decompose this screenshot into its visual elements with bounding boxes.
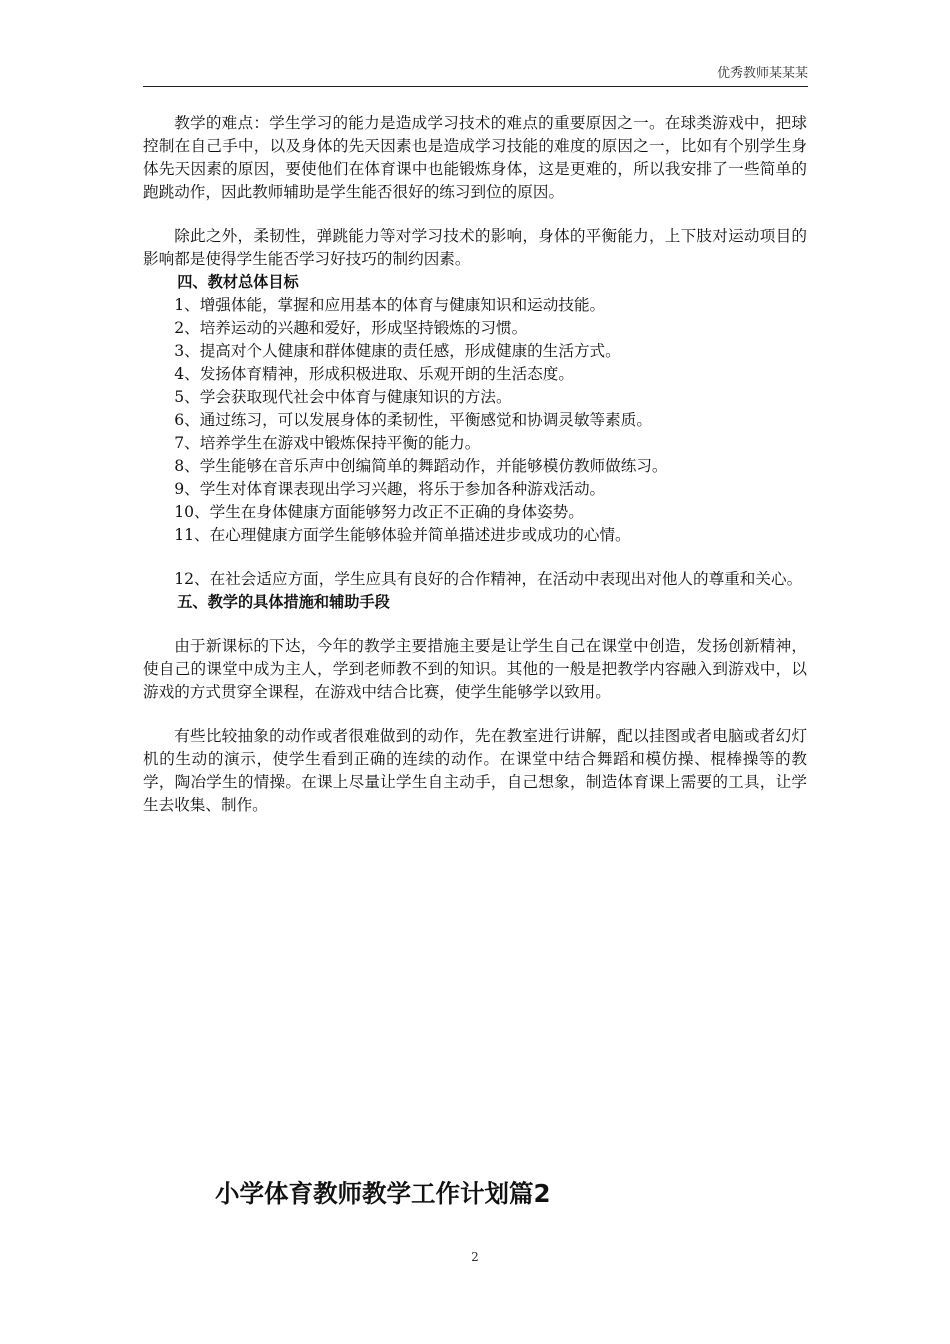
goal-item-10: 10、学生在身体健康方面能够努力改正不正确的身体姿势。 [174,503,584,521]
section-heading-measures: 五、教学的具体措施和辅助手段 [177,593,390,611]
paragraph-measures-1: 由于新课标的下达，今年的教学主要措施主要是让学生自己在课堂中创造，发扬创新精神，使自己的课堂中成为主人，学到老师教不到的知识。其他的一般是把教学内容融入到游戏中，以游戏的方式贯穿全课程，在游戏中结合比赛，使学生能够学以致用。 [143,637,807,701]
page-number: 2 [471,1250,479,1264]
page-header [143,64,808,87]
goal-item-12: 12、在社会适应方面，学生应具有良好的合作精神，在活动中表现出对他人的尊重和关心。 [174,570,803,588]
goal-item-1: 1、增强体能，掌握和应用基本的体育与健康知识和运动技能。 [174,296,606,314]
document-body [143,112,807,817]
goal-item-8: 8、学生能够在音乐声中创编简单的舞蹈动作，并能够模仿教师做练习。 [174,457,668,475]
header-author: 优秀教师某某某 [716,66,808,81]
goal-item-7: 7、培养学生在游戏中锻炼保持平衡的能力。 [174,434,481,452]
paragraph-factors: 除此之外，柔韧性，弹跳能力等对学习技术的影响，身体的平衡能力，上下肢对运动项目的影响都是使得学生能否学习好技巧的制约因素。 [143,227,807,268]
section-title: 小学体育教师教学工作计划篇2 [215,1179,551,1208]
goal-item-6: 6、通过练习，可以发展身体的柔韧性，平衡感觉和协调灵敏等素质。 [174,411,652,429]
paragraph-measures-2: 有些比较抽象的动作或者很难做到的动作，先在教室进行讲解，配以挂图或者电脑或者幻灯机的生动的演示，使学生看到正确的连续的动作。在课堂中结合舞蹈和模仿操、棍棒操等的教学，陶冶学生的情操。在课上尽量让学生自主动手，自己想象，制造体育课上需要的工具，让学生去收集、制作。 [143,727,807,814]
goal-item-4: 4、发扬体育精神，形成积极进取、乐观开朗的生活态度。 [174,365,574,383]
goal-item-5: 5、学会获取现代社会中体育与健康知识的方法。 [174,388,512,406]
goal-item-11: 11、在心理健康方面学生能够体验并简单描述进步或成功的心情。 [174,526,631,544]
goal-item-3: 3、提高对个人健康和群体健康的责任感，形成健康的生活方式。 [174,342,621,360]
paragraph-difficulty: 教学的难点：学生学习的能力是造成学习技术的难点的重要原因之一。在球类游戏中，把球控制在自己手中，以及身体的先天因素也是造成学习技能的难度的原因之一，比如有个别学生身体先天因素的原因，要使他们在体育课中也能锻炼身体，这是更难的，所以我安排了一些简单的跑跳动作，因此教师辅助是学生能否很好的练习到位的原因。 [143,114,807,201]
section-heading-goals: 四、教材总体目标 [177,273,299,291]
goal-item-9: 9、学生对体育课表现出学习兴趣，将乐于参加各种游戏活动。 [174,480,606,498]
goal-item-2: 2、培养运动的兴趣和爱好，形成坚持锻炼的习惯。 [174,319,528,337]
